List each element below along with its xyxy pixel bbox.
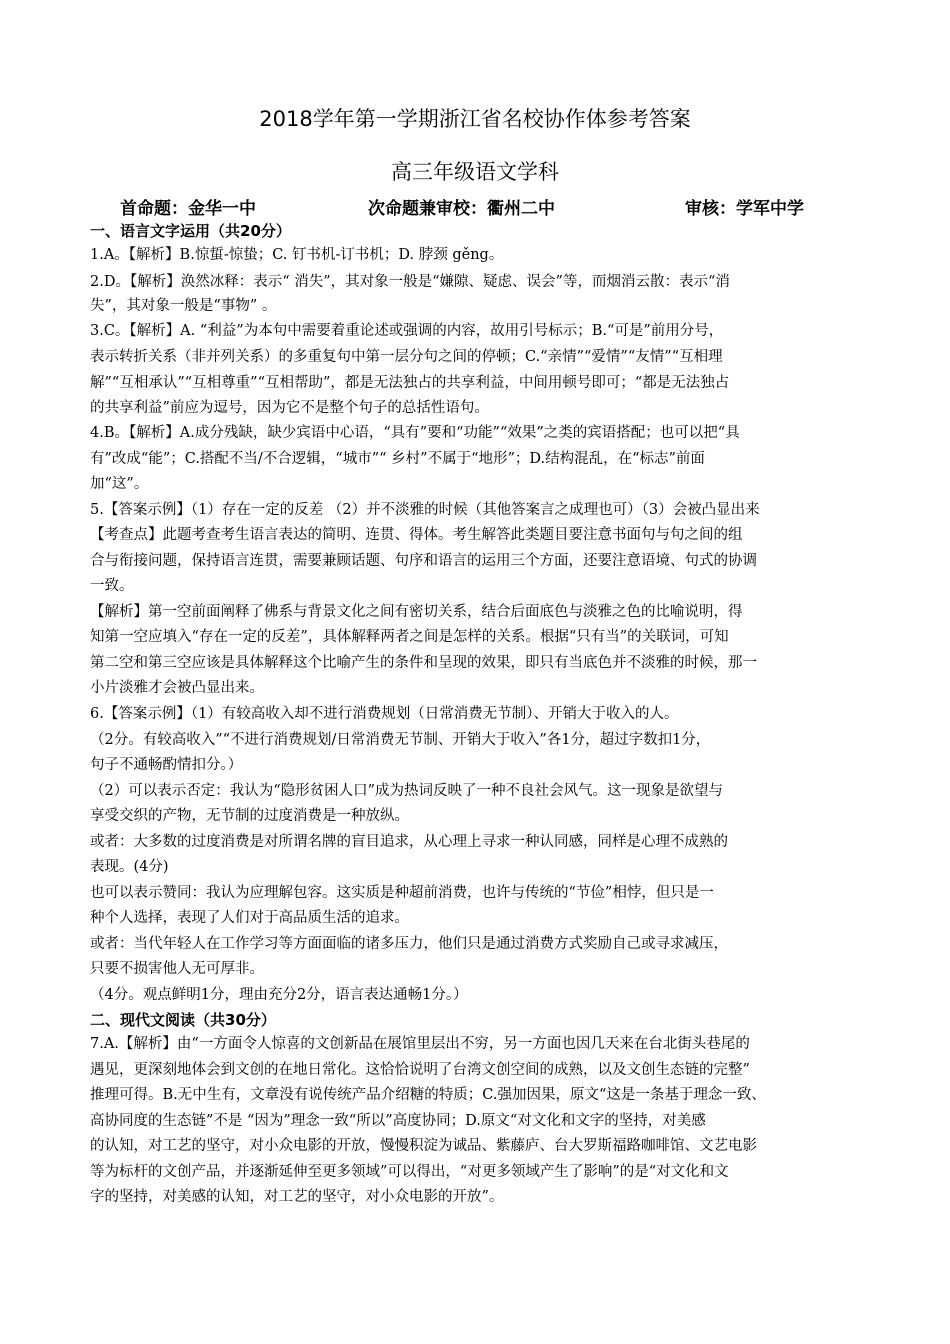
section-heading-language-use: 一、语言文字运用（共20分） <box>90 222 291 240</box>
answer-line: 字的坚持，对美感的认知，对工艺的坚守，对小众电影的开放”。 <box>90 1189 504 1205</box>
answer-line: 第二空和第三空应该是具体解释这个比喻产生的条件和呈现的效果，即只有当底色并不淡雅的时候，那一 <box>90 655 757 671</box>
answer-line: 解”“互相承认”“互相尊重”“互相帮助”，都是无法独占的共享利益，中间用顿号即可；“都是无法独占 <box>90 375 730 391</box>
answer-line: 等为标杆的文创产品，并逐渐延伸至更多领域”可以得出，“对更多领域产生了影响”的是“对文化和文 <box>90 1164 729 1180</box>
answer-line: 或者：大多数的过度消费是对所谓名牌的盲目追求，从心理上寻求一种认同感，同样是心理不成熟的 <box>90 834 728 850</box>
answer-line: 【解析】第一空前面阐释了佛系与背景文化之间有密切关系，结合后面底色与淡雅之色的比喻说明，得 <box>90 604 743 620</box>
answer-line: 6.【答案示例】（1）有较高收入却不进行消费规划（日常消费无节制）、开销大于收入的人。 <box>90 706 679 722</box>
answer-line: 只要不损害他人无可厚非。 <box>90 961 264 977</box>
answer-line: 表示转折关系（非并列关系）的多重复句中第一层分句之间的停顿；C.“亲情”“爱情”“友情”“互相理 <box>90 349 723 365</box>
answer-line: 加“这”。 <box>90 476 149 492</box>
answer-line: 失”，其对象一般是“事物” 。 <box>90 298 277 314</box>
answer-line: 句子不通畅酌情扣分。） <box>90 757 243 773</box>
answer-line: （4分。观点鲜明1分，理由充分2分，语言表达通畅1分。） <box>90 987 468 1003</box>
answer-line: 或者：当代年轻人在工作学习等方面面临的诸多压力，他们只是通过消费方式奖励自己或寻求减压， <box>90 936 728 952</box>
answer-line: 有”改成“能”；C.搭配不当/不合逻辑，“城市”“ 乡村”不属于“地形”；D.结构混乱，在“标志”前面 <box>90 451 705 467</box>
answer-line: 小片淡雅才会被凸显出来。 <box>90 680 264 696</box>
reviewer: 审核：学军中学 <box>685 199 804 219</box>
answer-line: 合与衔接问题，保持语言连贯，需要兼顾话题、句序和语言的运用三个方面，还要注意语境、句式的协调 <box>90 553 757 569</box>
answer-line: 高协同度的生态链”不是 “因为”理念一致“所以”高度协同；D.原文“对文化和文字的坚持，对美感 <box>90 1113 706 1129</box>
answer-line: 推理可得。B.无中生有，文章没有说传统产品介绍糖的特质；C.强加因果，原文“这是一条基于理念一致、 <box>90 1087 766 1103</box>
answer-line: 5.【答案示例】（1）存在一定的反差 （2）并不淡雅的时候（其他答案言之成理也可）（3）会被凸显出来 <box>90 502 760 518</box>
answer-line: 7.A.【解析】由“一方面令人惊喜的文创新品在展馆里层出不穷，另一方面也因几天来在台北街头巷尾的 <box>90 1036 750 1052</box>
answer-line: 的共享利益”前应为逗号，因为它不是整个句子的总括性语句。 <box>90 400 489 416</box>
answer-line: 遇见，更深刻地体会到文创的在地日常化。这恰恰说明了台湾文创空间的成熟，以及文创生态链的完整” <box>90 1062 750 1078</box>
answer-line: 表现。(4分) <box>90 859 169 875</box>
answer-line: 3.C。【解析】A. “利益”为本句中需要着重论述或强调的内容，故用引号标示；B.“可是”前用分号， <box>90 323 724 339</box>
answer-line: 也可以表示赞同：我认为应理解包容。这实质是种超前消费，也许与传统的“节俭”相悖，但只是一 <box>90 885 714 901</box>
first-setter: 首命题：金华一中 <box>120 199 256 219</box>
answer-line: 2.D。【解析】涣然冰释：表示“ 消失”，其对象一般是“嫌隙、疑虑、误会”等，而烟消云散：表示“消 <box>90 274 730 290</box>
answer-line: 享受交织的产物，无节制的过度消费是一种放纵。 <box>90 808 409 824</box>
second-setter: 次命题兼审校：衢州二中 <box>368 199 555 219</box>
document-title: 2018学年第一学期浙江省名校协作体参考答案 <box>259 107 691 131</box>
section-heading-modern-reading: 二、现代文阅读（共30分） <box>90 1011 276 1029</box>
document-subtitle: 高三年级语文学科 <box>391 160 559 184</box>
answer-line: 1.A。【解析】B.惊蜇-惊蛰；C. 钉书机-订书机；D. 脖颈 gěng。 <box>90 247 504 263</box>
answer-line: 【考查点】此题考查考生语言表达的简明、连贯、得体。考生解答此类题目要注意书面句与句之间的组 <box>90 527 743 543</box>
answer-line: （2）可以表示否定：我认为“隐形贫困人口”成为热词反映了一种不良社会风气。这一现象是欲望与 <box>90 783 724 799</box>
answer-line: 一致。 <box>90 578 134 594</box>
answer-line: 种个人选择，表现了人们对于高品质生活的追求。 <box>90 910 409 926</box>
answer-line: 的认知，对工艺的坚守，对小众电影的开放，慢慢积淀为诚品、紫藤庐、台大罗斯福路咖啡馆、文艺电影 <box>90 1138 757 1154</box>
answer-line: 知第一空应填入“存在一定的反差”，具体解释两者之间是怎样的关系。根据“只有当”的关联词，可知 <box>90 629 729 645</box>
answer-line: （2分。有较高收入”“不进行消费规划/日常消费无节制、开销大于收入”各1分，超过字数扣1分， <box>90 732 711 748</box>
answer-line: 4.B。【解析】A.成分残缺，缺少宾语中心语，“具有”要和“功能”“效果”之类的宾语搭配；也可以把“具 <box>90 425 740 441</box>
